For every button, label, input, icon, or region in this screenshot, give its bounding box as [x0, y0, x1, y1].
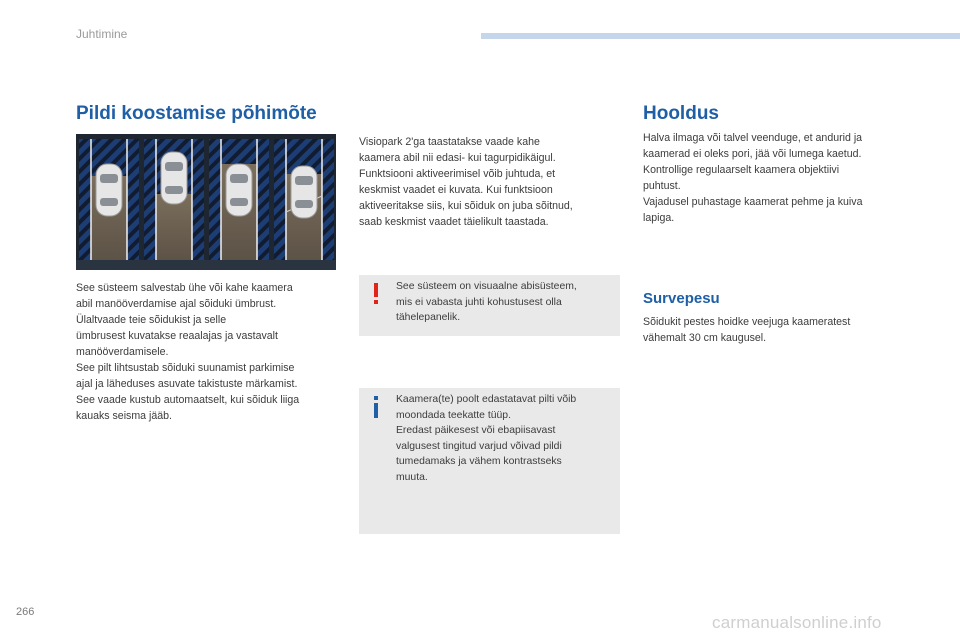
watermark: carmanualsonline.info [712, 613, 882, 632]
panel-1 [79, 139, 139, 261]
panel-4 [274, 139, 334, 261]
section-title-maintenance: Hooldus [643, 103, 719, 124]
middle-body-text: Visiopark 2'ga taastatakse vaade kahe kaamera abil nii edasi- kui tagurpidikäigul. Funktsiooni aktiveerimisel võib juhtuda, et keskmist vaadet ei kuvata. Kui funktsioon aktiveeritakse siis, kui sõiduk on juba sõitnud, saab keskmist vaadet täielikult taastada. [359, 136, 573, 228]
panel-3 [209, 139, 269, 261]
maintenance-body-text: Halva ilmaga või talvel veenduge, et andurid ja kaamerad ei oleks pori, jää või lumega kaetud. Kontrollige regulaarselt kaamera objektiivi puhtust. Vajadusel puhastage kaamerat pehme ja kuiva lapiga. [643, 132, 863, 224]
chapter-label: Juhtimine [76, 27, 128, 41]
section-title-image-principle: Pildi koostamise põhimõte [76, 103, 317, 124]
section-subtitle-pressure-wash: Survepesu [643, 290, 720, 307]
camera-view-illustration [76, 134, 336, 270]
panel-2 [144, 139, 204, 261]
info-i-icon [371, 396, 381, 418]
left-body-text: See süsteem salvestab ühe või kahe kaamera abil manööverdamise ajal sõiduki ümbrust. Ülaltvaade teie sõidukist ja selle ümbrusest kuvatakse reaalajas ja vastavalt manööverdamisele. See pilt lihtsustab sõiduki suunamist parkimise ajal ja läheduses asuvate takistuste märkamist. See vaade kustub automaatselt, kui sõiduk liiga kauaks seisma jääb. [76, 282, 300, 422]
warning-note [359, 275, 620, 336]
pressure-wash-text: Sõidukit pestes hoidke veejuga kaameratest vähemalt 30 cm kaugusel. [643, 316, 851, 344]
info-note [359, 388, 620, 534]
warning-note-text: See süsteem on visuaalne abisüsteem, mis ei vabasta juhti kohustusest olla tähelepanelik. [396, 281, 577, 323]
header-bar [481, 33, 960, 39]
page-number: 266 [16, 606, 35, 618]
exclamation-icon [371, 283, 381, 305]
info-note-text: Kaamera(te) poolt edastatavat pilti võib moondada teekatte tüüp. Eredast päikesest või ebapiisavast valgusest tingitud varjud võivad pildi tumedamaks ja vähem kontrastseks muuta. [396, 394, 577, 483]
